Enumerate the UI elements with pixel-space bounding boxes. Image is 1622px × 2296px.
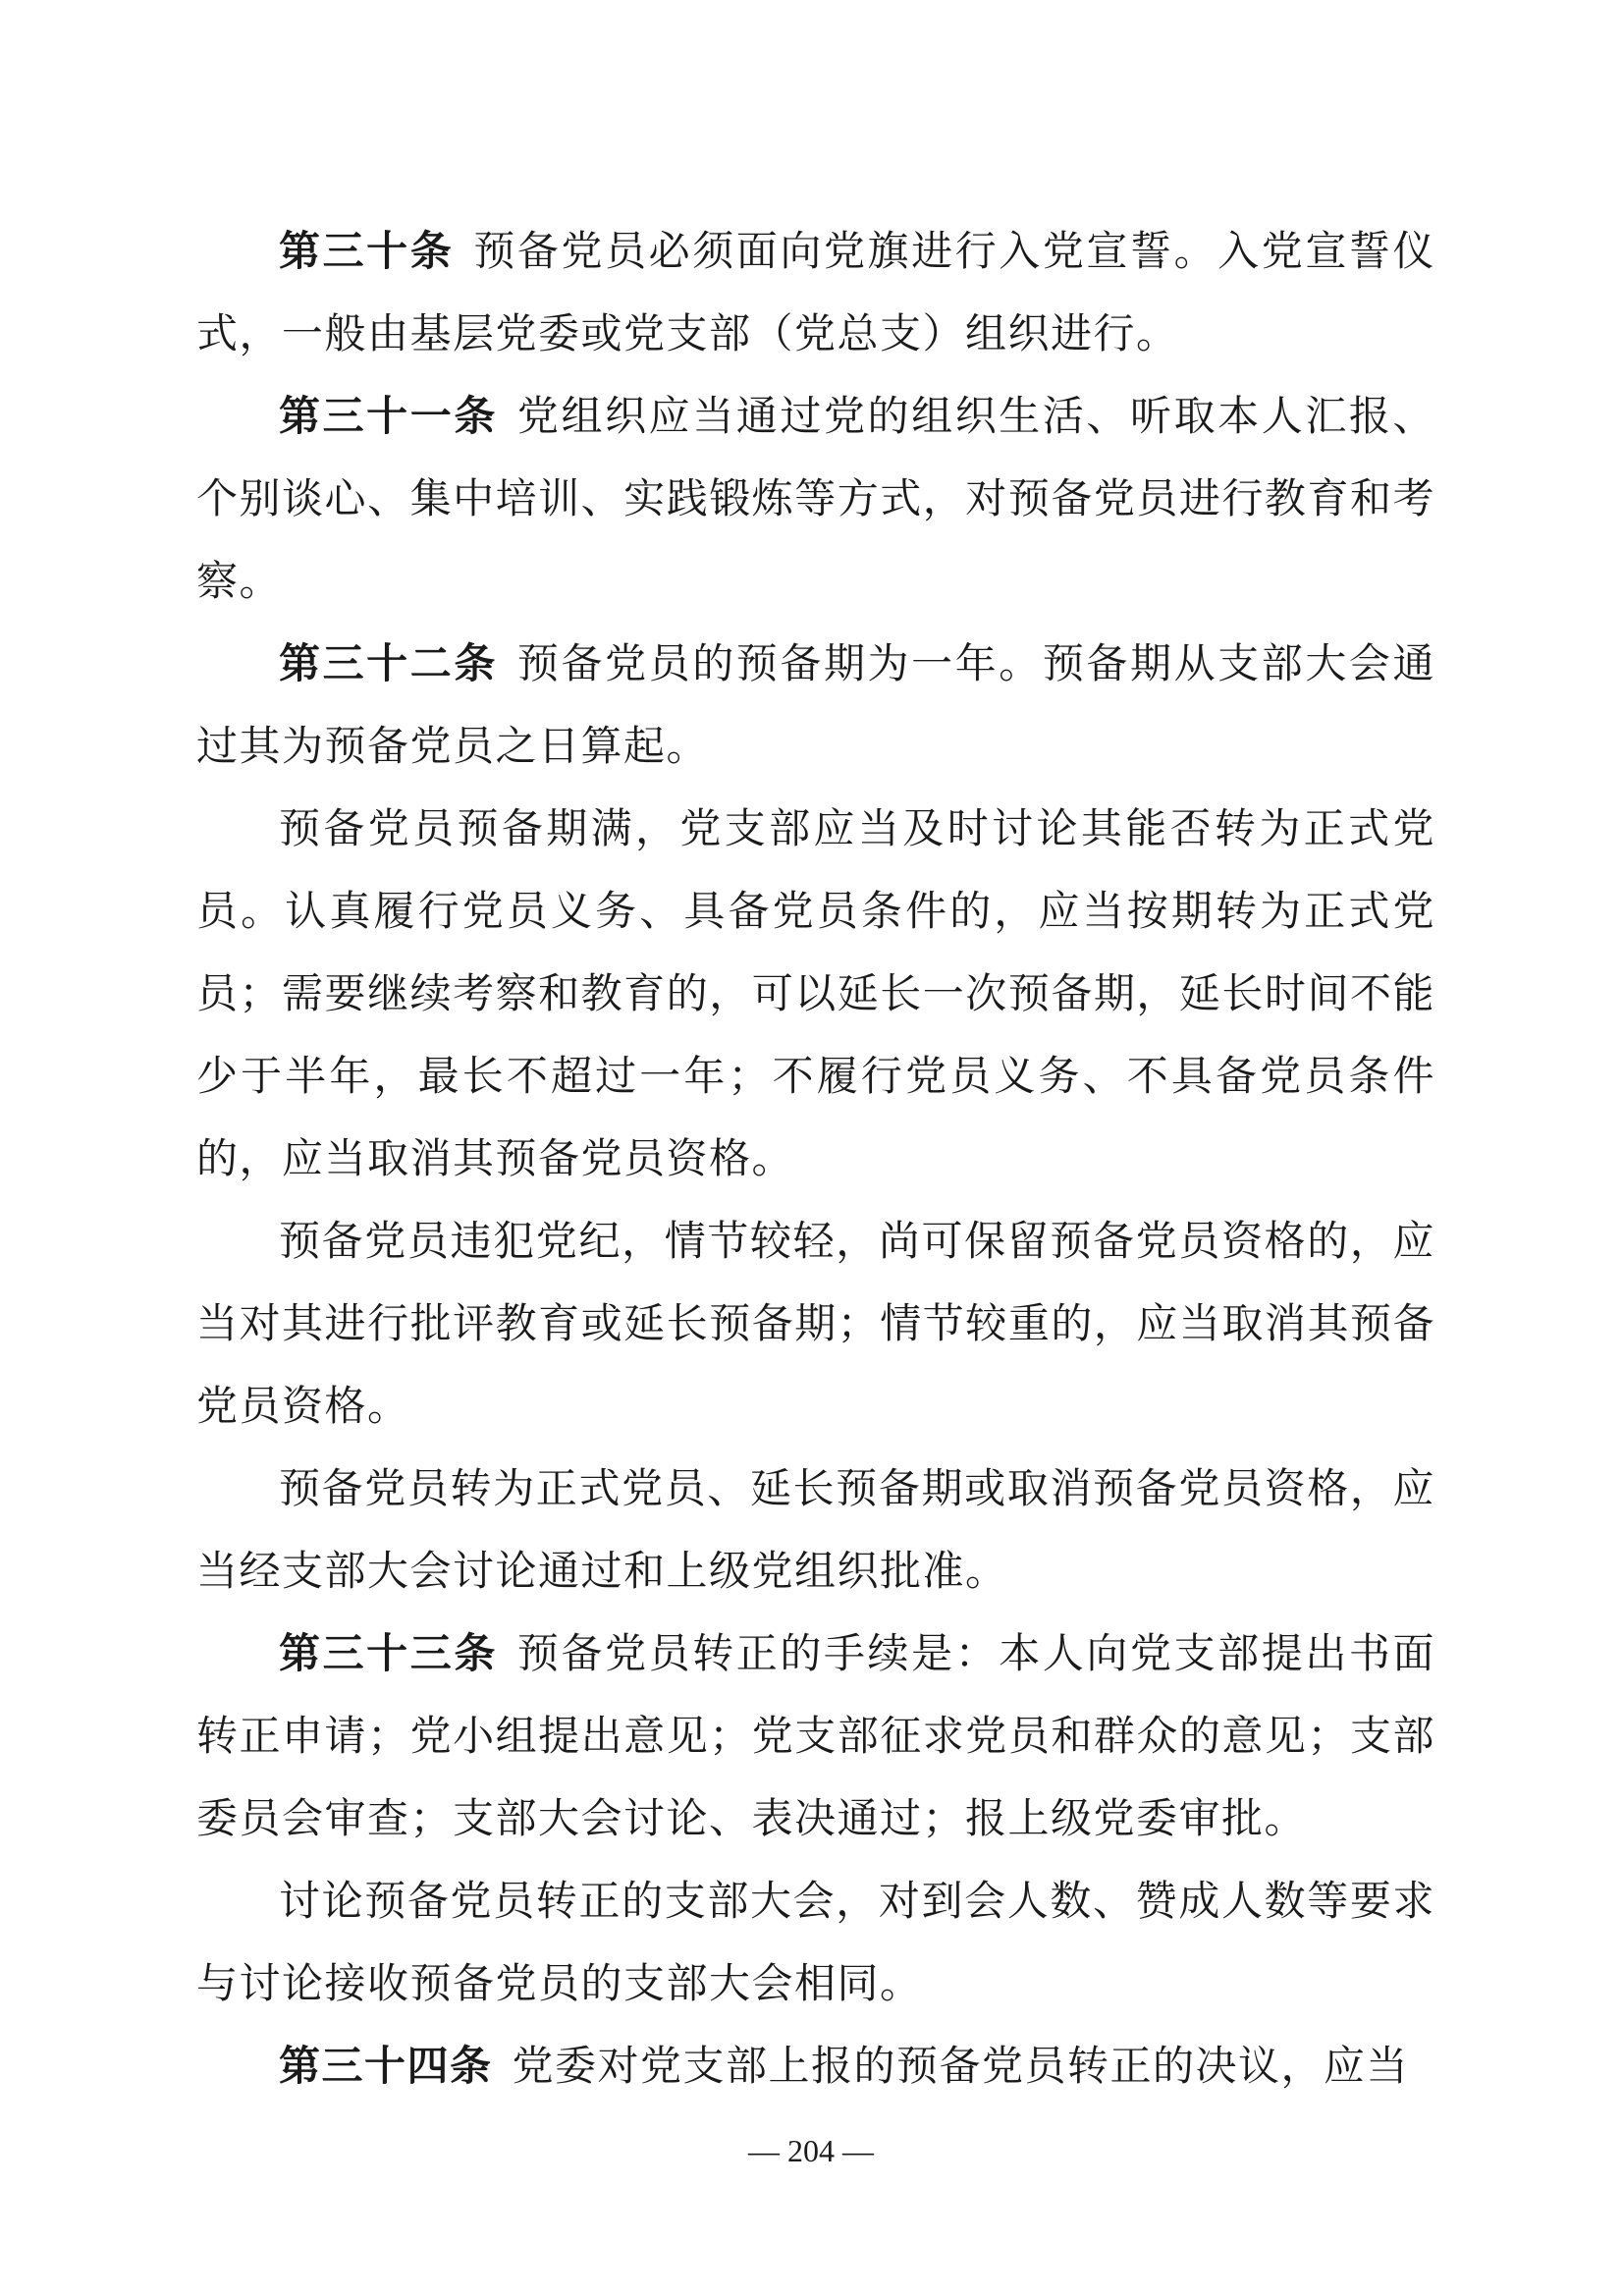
article-label: 第三十三条 — [279, 1629, 498, 1677]
paragraph — [196, 788, 1435, 1200]
paragraph-text: 预备党员转为正式党员、延长预备期或取消预备党员资格，应当经支部大会讨论通过和上级党组织批准。 — [196, 1464, 1435, 1595]
paragraph — [196, 1860, 1435, 2025]
page-number: — 204 — — [748, 2133, 874, 2168]
article-32 — [196, 623, 1435, 788]
article-label: 第三十四条 — [279, 2042, 493, 2090]
article-31 — [196, 375, 1435, 623]
article-text: 预备党员转正的手续是：本人向党支部提出书面转正申请；党小组提出意见；党支部征求党员和群众的意见；支部委员会审查；支部大会讨论、表决通过；报上级党委审批。 — [196, 1629, 1435, 1842]
document-body — [196, 210, 1435, 2107]
paragraph — [196, 1448, 1435, 1613]
paragraph-text: 预备党员违犯党纪，情节较轻，尚可保留预备党员资格的，应当对其进行批评教育或延长预备期；情节较重的，应当取消其预备党员资格。 — [196, 1217, 1435, 1430]
paragraph-text: 预备党员预备期满，党支部应当及时讨论其能否转为正式党员。认真履行党员义务、具备党员条件的，应当按期转为正式党员；需要继续考察和教育的，可以延长一次预备期，延长时间不能少于半年，最长不超过一年；不履行党员义务、不具备党员条件的，应当取消其预备党员资格。 — [196, 804, 1435, 1182]
article-text: 预备党员的预备期为一年。预备期从支部大会通过其为预备党员之日算起。 — [196, 639, 1435, 770]
article-33 — [196, 1613, 1435, 1860]
article-34 — [196, 2025, 1435, 2107]
article-text: 党组织应当通过党的组织生活、听取本人汇报、个别谈心、集中培训、实践锻炼等方式，对预备党员进行教育和考察。 — [196, 392, 1435, 605]
article-text: 党委对党支部上报的预备党员转正的决议，应当 — [512, 2042, 1410, 2090]
article-30 — [196, 210, 1435, 375]
article-text: 预备党员必须面向党旗进行入党宣誓。入党宣誓仪式，一般由基层党委或党支部（党总支）组织进行。 — [196, 227, 1435, 357]
paragraph — [196, 1200, 1435, 1448]
article-label: 第三十二条 — [279, 639, 498, 687]
article-label: 第三十条 — [279, 227, 455, 275]
paragraph-text: 讨论预备党员转正的支部大会，对到会人数、赞成人数等要求与讨论接收预备党员的支部大会相同。 — [196, 1877, 1435, 2007]
article-label: 第三十一条 — [279, 392, 498, 440]
